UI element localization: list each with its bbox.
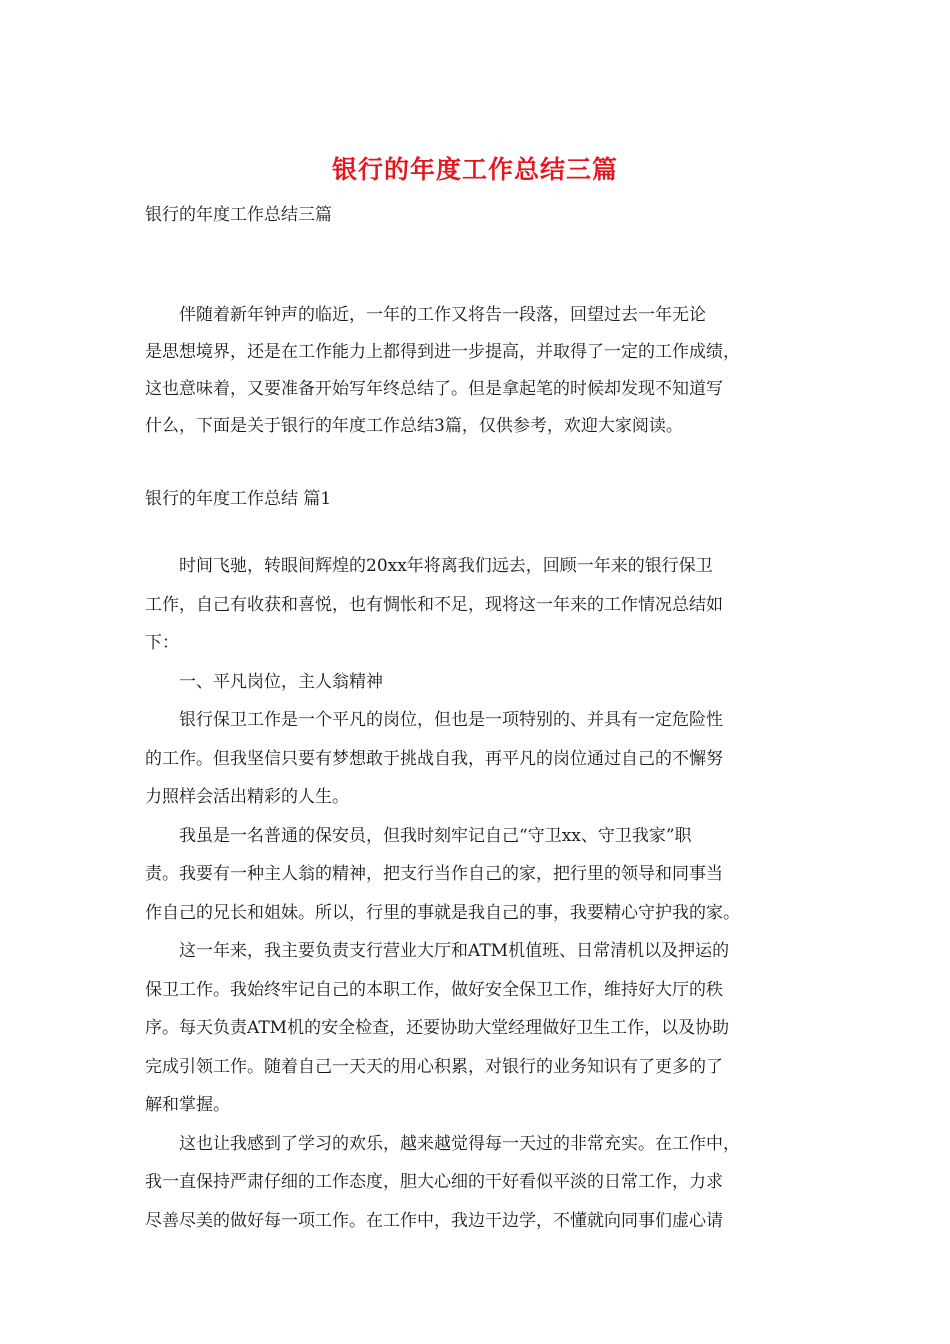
text-line: 伴随着新年钟声的临近，一年的工作又将告一段落，回望过去一年无论 — [145, 305, 706, 325]
intro-paragraph — [145, 297, 825, 445]
article-body — [145, 547, 825, 1240]
text-line: 银行保卫工作是一个平凡的岗位，但也是一项特别的、并具有一定危险性 — [145, 710, 723, 730]
text-line: 我虽是一名普通的保安员，但我时刻牢记自己“守卫xx、守卫我家”职 — [145, 825, 692, 846]
text-line: 这也让我感到了学习的欢乐，越来越觉得每一天过的非常充实。在工作中， — [145, 1133, 740, 1154]
text-line: 序。每天负责ATM机的安全检查，还要协助大堂经理做好卫生工作，以及协助 — [145, 1018, 730, 1038]
text-line: 完成引领工作。随着自己一天天的用心积累，对银行的业务知识有了更多的了 — [145, 1056, 723, 1077]
text-line: 保卫工作。我始终牢记自己的本职工作，做好安全保卫工作，维持好大厅的秩 — [145, 979, 723, 1000]
text-line: 作自己的兄长和姐妹。所以，行里的事就是我自己的事，我要精心守护我的家。 — [145, 902, 740, 923]
text-line: 什么，下面是关于银行的年度工作总结3篇，仅供参考，欢迎大家阅读。 — [145, 416, 683, 436]
text-line: 责。我要有一种主人翁的精神，把支行当作自己的家，把行里的领导和同事当 — [145, 864, 723, 884]
document-title: 银行的年度工作总结三篇 — [331, 155, 618, 184]
text-line: 力照样会活出精彩的人生。 — [145, 787, 349, 807]
section-heading: 银行的年度工作总结 篇1 — [145, 489, 332, 509]
text-line: 的工作。但我坚信只要有梦想敢于挑战自我，再平凡的岗位通过自己的不懈努 — [145, 748, 723, 769]
text-line: 一、平凡岗位，主人翁精神 — [145, 671, 383, 692]
document-subtitle: 银行的年度工作总结三篇 — [145, 205, 332, 225]
text-line: 时间飞驰，转眼间辉煌的20xx年将离我们远去，回顾一年来的银行保卫 — [145, 556, 713, 576]
text-line: 这也意味着，又要准备开始写年终总结了。但是拿起笔的时候却发现不知道写 — [145, 379, 723, 399]
text-line: 我一直保持严肃仔细的工作态度，胆大心细的干好看似平淡的日常工作，力求 — [145, 1172, 723, 1192]
text-line: 工作，自己有收获和喜悦，也有惆怅和不足，现将这一年来的工作情况总结如 — [145, 594, 723, 615]
text-line: 尽善尽美的做好每一项工作。在工作中，我边干边学，不懂就向同事们虚心请 — [145, 1210, 723, 1231]
text-line: 这一年来，我主要负责支行营业大厅和ATM机值班、日常清机以及押运的 — [145, 941, 730, 961]
text-line: 解和掌握。 — [145, 1095, 230, 1115]
text-line: 下： — [145, 633, 179, 653]
text-line: 是思想境界，还是在工作能力上都得到进一步提高，并取得了一定的工作成绩， — [145, 342, 740, 362]
